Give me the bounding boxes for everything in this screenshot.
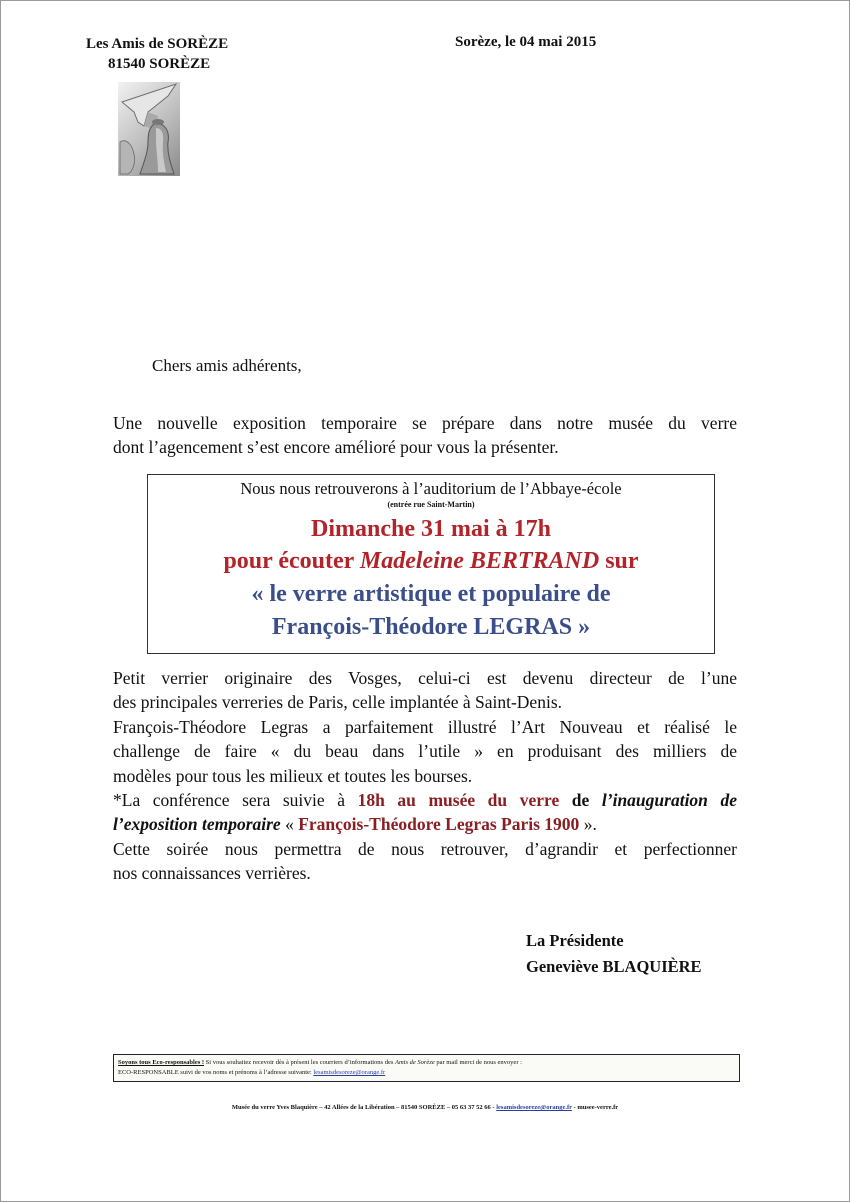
eco-text-3: ECO-RESPONSABLE suivi de vos noms et prénoms à l’adresse suivante: [118,1069,314,1076]
body-p2-line-1: François-Théodore Legras a parfaitement illustré l’Art Nouveau et réalisé le [113,716,737,737]
event-box [147,474,715,654]
body-p4-line-2: nos connaissances verrières. [113,863,311,884]
speaker-prefix: pour écouter [223,548,360,574]
p3-quote-close: ». [579,814,597,835]
p3-time-place: 18h au musée du verre [357,790,560,811]
p3-text-de: de [559,790,602,811]
p3-expo-title: François-Théodore Legras Paris 1900 [298,814,580,835]
speaker-name: Madeleine BERTRAND [359,548,600,574]
footer-separator: - [571,1104,578,1111]
eco-line-2 [118,1068,735,1078]
event-speaker [148,544,714,578]
letter-date: Sorèze, le 04 mai 2015 [455,34,597,50]
org-name: Les Amis de SORÈZE [86,36,229,52]
body-p4-line-1: Cette soirée nous permettra de nous retrouver, d’agrandir et perfectionner [113,838,737,859]
event-title-line-1: « le verre artistique et populaire de [251,581,611,607]
eco-text-2: par mail merci de nous envoyer : [434,1059,522,1066]
speaker-suffix: sur [599,548,639,574]
signature-name: Geneviève BLAQUIÈRE [526,957,702,976]
eco-email-link[interactable]: lesamisdesoreze@orange.fr [313,1069,386,1076]
sender-block [86,34,228,74]
footer-website-link[interactable]: musee-verre.fr [577,1104,619,1111]
eco-line-1 [118,1058,735,1068]
signature-block [526,928,702,980]
event-title-line-2: François-Théodore LEGRAS » [271,614,591,640]
event-entrance: (entrée rue Saint-Martin) [387,500,475,509]
org-city: 81540 SORÈZE [108,56,211,72]
body-p2-line-3: modèles pour tous les milieux et toutes les bourses. [113,765,473,786]
intro-paragraph [113,411,737,459]
body-p1-line-2: des principales verreries de Paris, celle implantée à Saint-Denis. [113,692,563,713]
p3-text: *La conférence sera suivie à [113,790,358,811]
p3-inauguration: l’inauguration de [601,790,738,811]
intro-line-2: dont l’agencement s’est encore amélioré pour vous la présenter. [113,437,559,457]
footer-address: Musée du verre Yves Blaquière – 42 Allées de la Libération – 81540 SORÈZE – 05 63 37 52 66 - [231,1104,495,1111]
p3-quote-open: « [280,814,299,835]
greeting: Chers amis adhérents, [152,356,302,375]
footer [0,1104,850,1111]
body-paragraphs [113,666,737,886]
body-p3-line-1 [113,788,737,812]
glass-vase-photo-icon [118,82,180,176]
eco-notice [113,1054,740,1082]
body-p2-line-2: challenge de faire « du beau dans l’utile » en produisant des milliers de [113,741,737,762]
event-date: Dimanche 31 mai à 17h [311,516,551,542]
body-p3-line-2 [113,812,737,836]
intro-line-1: Une nouvelle exposition temporaire se prépare dans notre musée du verre [113,413,737,433]
eco-org: Amis de Sorèze [395,1059,435,1066]
eco-text: Si vous souhaitez recevoir dès à présent les courriers d’informations des [204,1059,396,1066]
eco-heading: Soyons tous Eco-responsables ! [118,1059,205,1066]
body-p1-line-1: Petit verrier originaire des Vosges, celui-ci est devenu directeur de l’une [113,668,737,688]
footer-email-link[interactable]: lesamisdesoreze@orange.fr [496,1104,572,1111]
p3-expo: l’exposition temporaire [113,814,281,835]
event-location: Nous nous retrouverons à l’auditorium de l’Abbaye-école [240,479,622,498]
signature-role: La Présidente [526,931,624,950]
